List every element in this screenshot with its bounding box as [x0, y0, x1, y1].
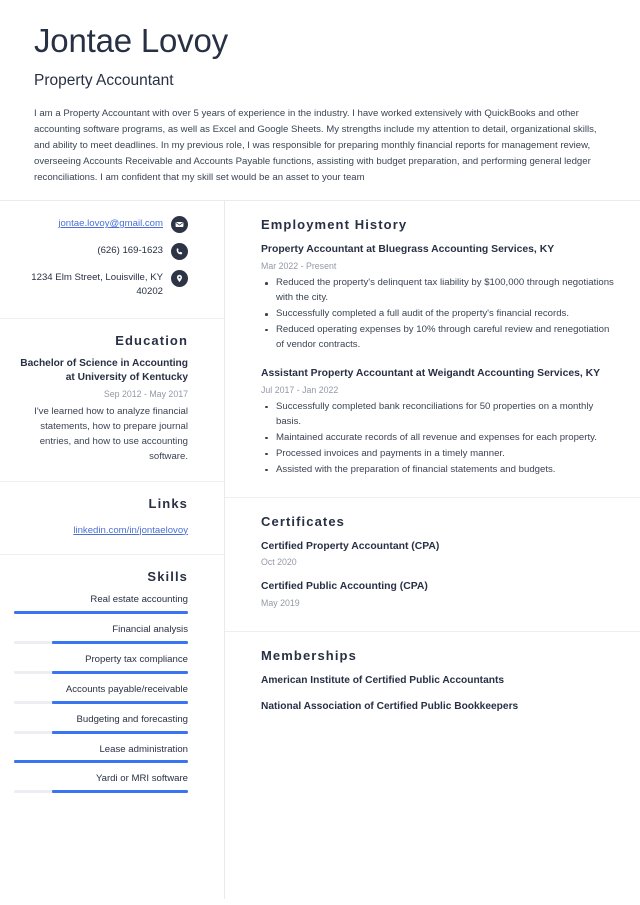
- links-list: [14, 520, 188, 538]
- skill-name: Lease administration: [99, 743, 188, 755]
- contact-section: [0, 201, 224, 319]
- certificates-heading: Certificates: [261, 513, 346, 529]
- memberships-heading: Memberships: [261, 648, 357, 664]
- employment-bullet: Reduced the property's delinquent tax liability by $100,000 through negotiations with the city.: [261, 276, 618, 306]
- employment-list: [261, 243, 618, 477]
- address-text: 1234 Elm Street, Louisville, KY 40202: [31, 272, 163, 298]
- certificate-dates: May 2019: [261, 598, 300, 609]
- employment-bullet-list: [261, 400, 618, 478]
- envelope-icon: [171, 216, 188, 233]
- membership-item: National Association of Certified Public Bookkeepers: [261, 701, 519, 713]
- employment-history-section: [225, 201, 640, 497]
- certificate-item: [261, 580, 618, 610]
- memberships-section: [225, 632, 640, 733]
- employment-bullet: Maintained accurate records of all revenue and expenses for each property.: [261, 431, 618, 446]
- certificates-section: [225, 498, 640, 633]
- certificate-dates: Oct 2020: [261, 557, 297, 568]
- skill-name: Financial analysis: [112, 623, 188, 635]
- skills-list: [14, 593, 188, 793]
- skill-item: [14, 623, 188, 644]
- employment-bullet: Successfully completed bank reconciliations for 50 properties on a monthly basis.: [261, 400, 618, 430]
- contact-row-email: [14, 215, 188, 233]
- memberships-list: [261, 674, 618, 715]
- education-heading: Education: [115, 332, 188, 348]
- employment-entry-dates: Mar 2022 - Present: [261, 260, 337, 271]
- employment-bullet: Reduced operating expenses by 10% through careful review and renegotiation of vendor contracts.: [261, 323, 618, 353]
- skills-section: [0, 555, 224, 809]
- email-link[interactable]: jontae.lovoy@gmail.com: [58, 218, 163, 230]
- skill-item: [14, 743, 188, 764]
- skill-level-bar: [14, 760, 188, 763]
- links-section: [0, 482, 224, 555]
- resume-body: [0, 201, 640, 899]
- education-dates: Sep 2012 - May 2017: [103, 388, 188, 399]
- employment-entry: [261, 243, 618, 353]
- employment-bullet-list: [261, 276, 618, 353]
- certificates-list: [261, 540, 618, 611]
- skill-name: Real estate accounting: [90, 593, 188, 605]
- employment-entry-dates: Jul 2017 - Jan 2022: [261, 384, 339, 395]
- page-title: Jontae Lovoy: [34, 22, 228, 59]
- link-item-linkedin[interactable]: linkedin.com/in/jontaelovoy: [73, 524, 188, 536]
- skill-item: [14, 593, 188, 614]
- skill-item: [14, 772, 188, 793]
- professional-summary: I am a Property Accountant with over 5 years of experience in the industry. I have worked extensively with QuickBooks and other accounting software programs, as well as Excel and Google Sheets. My strengths include my attention to detail, organizational skills, and ability to meet deadlines. In my previous role, I was responsible for preparing monthly financial reports for management review, overseeing Accounts Receivable and Accounts Payable functions, assisting with budget preparation, and performing general ledger reconciliations. I am confident that my skill set would be an asset to your team: [34, 107, 597, 183]
- links-heading: Links: [148, 495, 188, 511]
- certificate-title: Certified Public Accounting (CPA): [261, 581, 428, 593]
- skill-item: [14, 713, 188, 734]
- location-pin-icon: [171, 270, 188, 287]
- education-section: [0, 319, 224, 482]
- skill-level-bar: [14, 641, 188, 644]
- phone-number: (626) 169-1623: [97, 245, 163, 257]
- main-content: [225, 201, 640, 899]
- skill-name: Accounts payable/receivable: [65, 683, 188, 695]
- skills-heading: Skills: [147, 568, 188, 584]
- sidebar: [0, 201, 225, 899]
- contact-row-address: [14, 269, 188, 300]
- job-title: Property Accountant: [34, 71, 174, 89]
- skill-item: [14, 683, 188, 704]
- skill-level-bar: [14, 731, 188, 734]
- contact-row-phone: [14, 242, 188, 260]
- employment-bullet: Assisted with the preparation of financial statements and budgets.: [261, 463, 618, 478]
- skill-name: Yardi or MRI software: [95, 773, 188, 785]
- membership-item: American Institute of Certified Public Accountants: [261, 675, 505, 687]
- phone-icon: [171, 243, 188, 260]
- certificate-title: Certified Property Accountant (CPA): [261, 540, 440, 552]
- skill-level-bar: [14, 790, 188, 793]
- employment-entry: [261, 367, 618, 478]
- employment-entry-title: Assistant Property Accountant at Weigandt Accounting Services, KY: [261, 367, 601, 379]
- skill-level-fill: [52, 731, 188, 734]
- resume-header: [0, 0, 640, 200]
- skill-level-bar: [14, 611, 188, 614]
- skill-level-fill: [52, 671, 188, 674]
- employment-history-heading: Employment History: [261, 217, 408, 233]
- skill-level-fill: [14, 760, 188, 763]
- employment-entry-title: Property Accountant at Bluegrass Accounting Services, KY: [261, 244, 555, 256]
- skill-level-fill: [14, 611, 188, 614]
- certificate-item: [261, 540, 618, 570]
- skill-level-fill: [52, 641, 188, 644]
- skill-name: Property tax compliance: [85, 653, 188, 665]
- education-description: I've learned how to analyze financial statements, how to prepare journal entries, and how to use accounting software.: [34, 406, 188, 463]
- skill-name: Budgeting and forecasting: [76, 713, 188, 725]
- employment-bullet: Successfully completed a full audit of the property's financial records.: [261, 307, 618, 322]
- education-entry: [14, 357, 188, 465]
- skill-level-fill: [52, 790, 188, 793]
- skill-level-fill: [52, 701, 188, 704]
- skill-level-bar: [14, 671, 188, 674]
- skill-level-bar: [14, 701, 188, 704]
- education-degree: Bachelor of Science in Accounting at University of Kentucky: [20, 357, 188, 384]
- skill-item: [14, 653, 188, 674]
- employment-bullet: Processed invoices and payments in a timely manner.: [261, 447, 618, 462]
